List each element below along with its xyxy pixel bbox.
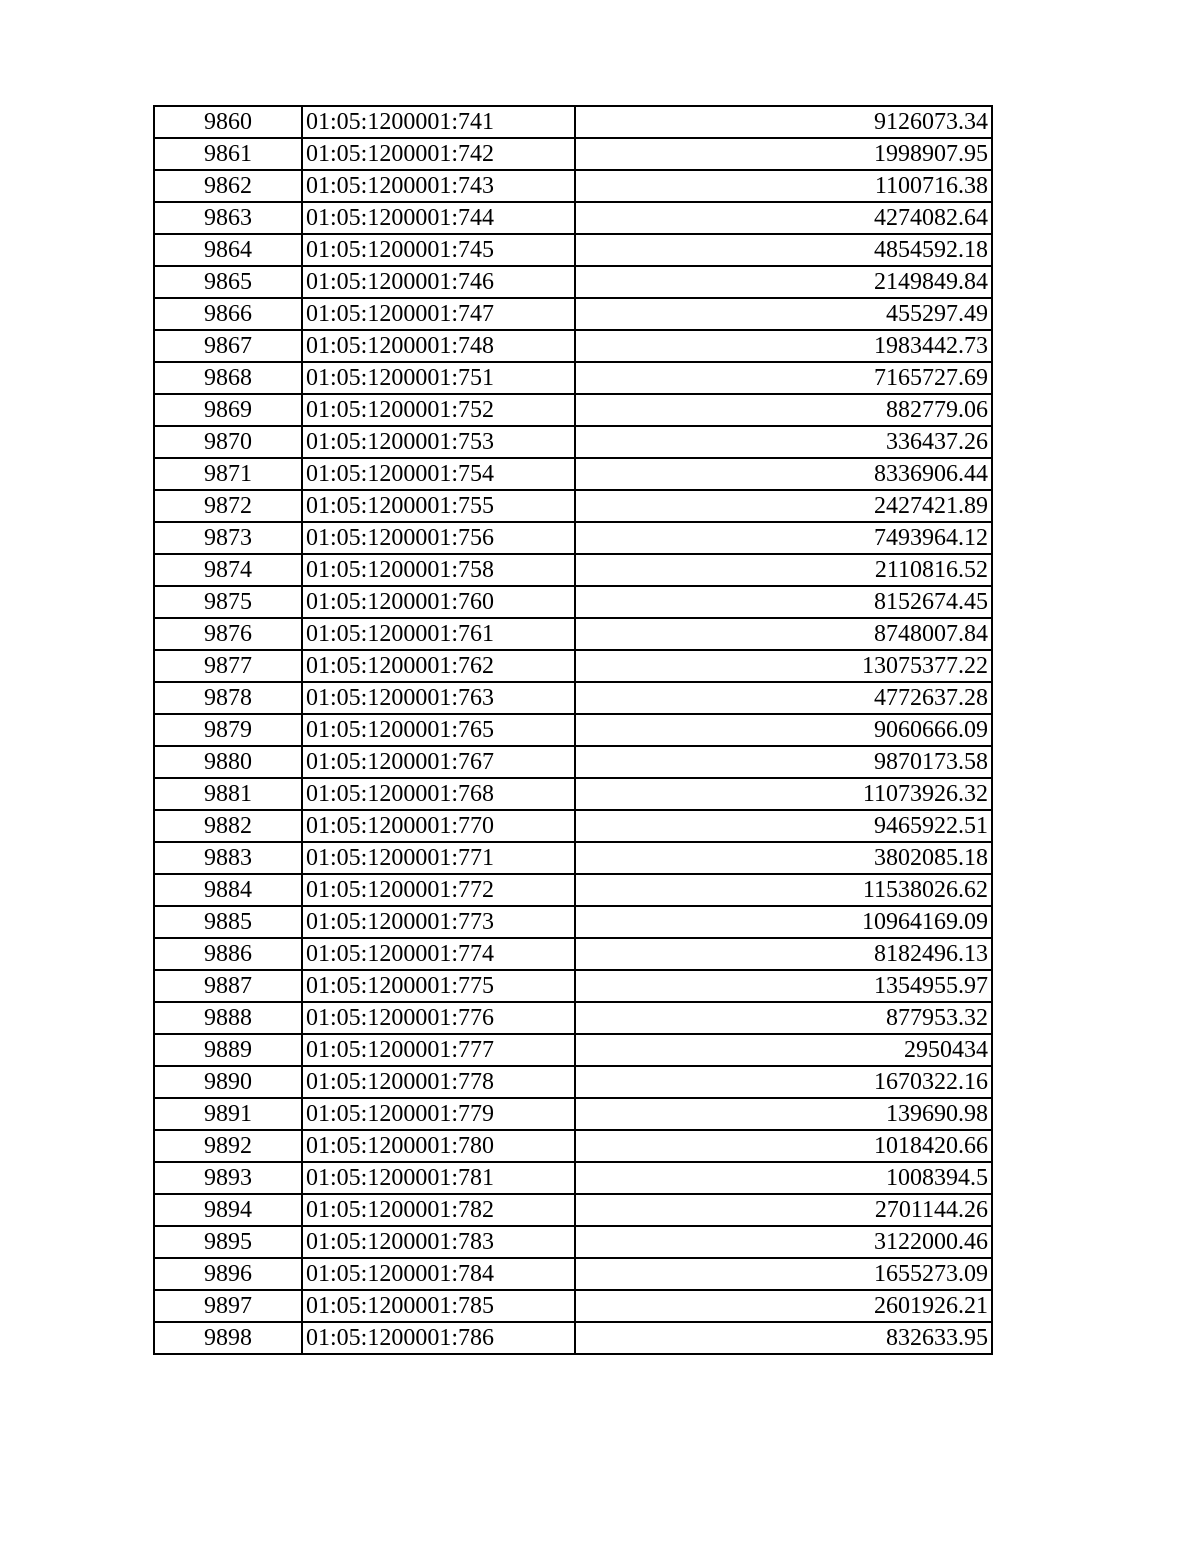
- row-number-cell: 9890: [154, 1066, 302, 1098]
- row-number-cell: 9881: [154, 778, 302, 810]
- row-number-cell: 9893: [154, 1162, 302, 1194]
- table-row: [154, 714, 992, 746]
- cadastral-code-cell: 01:05:1200001:773: [302, 906, 575, 938]
- amount-cell: 882779.06: [575, 394, 992, 426]
- row-number-cell: 9897: [154, 1290, 302, 1322]
- row-number-cell: 9894: [154, 1194, 302, 1226]
- table-row: [154, 618, 992, 650]
- amount-cell: 1670322.16: [575, 1066, 992, 1098]
- cadastral-code-cell: 01:05:1200001:768: [302, 778, 575, 810]
- amount-cell: 9465922.51: [575, 810, 992, 842]
- table-row: [154, 1130, 992, 1162]
- row-number-cell: 9876: [154, 618, 302, 650]
- row-number-cell: 9877: [154, 650, 302, 682]
- cadastral-code-cell: 01:05:1200001:744: [302, 202, 575, 234]
- amount-cell: 3802085.18: [575, 842, 992, 874]
- amount-cell: 8182496.13: [575, 938, 992, 970]
- cadastral-code-cell: 01:05:1200001:781: [302, 1162, 575, 1194]
- row-number-cell: 9883: [154, 842, 302, 874]
- amount-cell: 832633.95: [575, 1322, 992, 1354]
- cadastral-code-cell: 01:05:1200001:756: [302, 522, 575, 554]
- row-number-cell: 9872: [154, 490, 302, 522]
- amount-cell: 11538026.62: [575, 874, 992, 906]
- cadastral-code-cell: 01:05:1200001:743: [302, 170, 575, 202]
- cadastral-code-cell: 01:05:1200001:761: [302, 618, 575, 650]
- amount-cell: 8336906.44: [575, 458, 992, 490]
- row-number-cell: 9898: [154, 1322, 302, 1354]
- cadastral-code-cell: 01:05:1200001:752: [302, 394, 575, 426]
- data-table: [153, 105, 993, 1355]
- row-number-cell: 9866: [154, 298, 302, 330]
- row-number-cell: 9891: [154, 1098, 302, 1130]
- row-number-cell: 9868: [154, 362, 302, 394]
- row-number-cell: 9862: [154, 170, 302, 202]
- table-row: [154, 106, 992, 138]
- row-number-cell: 9867: [154, 330, 302, 362]
- row-number-cell: 9886: [154, 938, 302, 970]
- amount-cell: 8748007.84: [575, 618, 992, 650]
- table-row: [154, 394, 992, 426]
- row-number-cell: 9892: [154, 1130, 302, 1162]
- amount-cell: 9126073.34: [575, 106, 992, 138]
- table-row: [154, 1066, 992, 1098]
- cadastral-code-cell: 01:05:1200001:772: [302, 874, 575, 906]
- table-row: [154, 650, 992, 682]
- table-row: [154, 362, 992, 394]
- row-number-cell: 9860: [154, 106, 302, 138]
- row-number-cell: 9895: [154, 1226, 302, 1258]
- table-row: [154, 1258, 992, 1290]
- table-row: [154, 682, 992, 714]
- amount-cell: 3122000.46: [575, 1226, 992, 1258]
- amount-cell: 4854592.18: [575, 234, 992, 266]
- cadastral-code-cell: 01:05:1200001:758: [302, 554, 575, 586]
- cadastral-code-cell: 01:05:1200001:785: [302, 1290, 575, 1322]
- row-number-cell: 9884: [154, 874, 302, 906]
- cadastral-code-cell: 01:05:1200001:754: [302, 458, 575, 490]
- table-row: [154, 842, 992, 874]
- amount-cell: 13075377.22: [575, 650, 992, 682]
- amount-cell: 2110816.52: [575, 554, 992, 586]
- amount-cell: 1008394.5: [575, 1162, 992, 1194]
- table-row: [154, 1162, 992, 1194]
- cadastral-code-cell: 01:05:1200001:775: [302, 970, 575, 1002]
- row-number-cell: 9869: [154, 394, 302, 426]
- row-number-cell: 9889: [154, 1034, 302, 1066]
- table-row: [154, 522, 992, 554]
- table-row: [154, 298, 992, 330]
- row-number-cell: 9879: [154, 714, 302, 746]
- table-body: [154, 106, 992, 1354]
- cadastral-code-cell: 01:05:1200001:782: [302, 1194, 575, 1226]
- amount-cell: 1655273.09: [575, 1258, 992, 1290]
- cadastral-code-cell: 01:05:1200001:741: [302, 106, 575, 138]
- table-row: [154, 874, 992, 906]
- cadastral-code-cell: 01:05:1200001:746: [302, 266, 575, 298]
- table-row: [154, 906, 992, 938]
- table-row: [154, 1290, 992, 1322]
- row-number-cell: 9887: [154, 970, 302, 1002]
- cadastral-code-cell: 01:05:1200001:747: [302, 298, 575, 330]
- row-number-cell: 9873: [154, 522, 302, 554]
- amount-cell: 455297.49: [575, 298, 992, 330]
- table-row: [154, 938, 992, 970]
- table-row: [154, 1002, 992, 1034]
- amount-cell: 1998907.95: [575, 138, 992, 170]
- cadastral-code-cell: 01:05:1200001:778: [302, 1066, 575, 1098]
- cadastral-code-cell: 01:05:1200001:753: [302, 426, 575, 458]
- cadastral-code-cell: 01:05:1200001:762: [302, 650, 575, 682]
- amount-cell: 877953.32: [575, 1002, 992, 1034]
- cadastral-code-cell: 01:05:1200001:760: [302, 586, 575, 618]
- amount-cell: 1354955.97: [575, 970, 992, 1002]
- table-row: [154, 490, 992, 522]
- amount-cell: 11073926.32: [575, 778, 992, 810]
- table-row: [154, 554, 992, 586]
- amount-cell: 10964169.09: [575, 906, 992, 938]
- cadastral-code-cell: 01:05:1200001:779: [302, 1098, 575, 1130]
- amount-cell: 336437.26: [575, 426, 992, 458]
- table-row: [154, 1226, 992, 1258]
- table-row: [154, 810, 992, 842]
- table-row: [154, 426, 992, 458]
- row-number-cell: 9880: [154, 746, 302, 778]
- cadastral-code-cell: 01:05:1200001:748: [302, 330, 575, 362]
- table-row: [154, 746, 992, 778]
- amount-cell: 2149849.84: [575, 266, 992, 298]
- row-number-cell: 9888: [154, 1002, 302, 1034]
- amount-cell: 2601926.21: [575, 1290, 992, 1322]
- cadastral-code-cell: 01:05:1200001:765: [302, 714, 575, 746]
- amount-cell: 139690.98: [575, 1098, 992, 1130]
- cadastral-code-cell: 01:05:1200001:774: [302, 938, 575, 970]
- row-number-cell: 9875: [154, 586, 302, 618]
- cadastral-code-cell: 01:05:1200001:786: [302, 1322, 575, 1354]
- cadastral-code-cell: 01:05:1200001:751: [302, 362, 575, 394]
- amount-cell: 9060666.09: [575, 714, 992, 746]
- table-row: [154, 778, 992, 810]
- table-row: [154, 202, 992, 234]
- cadastral-code-cell: 01:05:1200001:742: [302, 138, 575, 170]
- table-row: [154, 458, 992, 490]
- row-number-cell: 9885: [154, 906, 302, 938]
- cadastral-code-cell: 01:05:1200001:777: [302, 1034, 575, 1066]
- table-row: [154, 970, 992, 1002]
- amount-cell: 1983442.73: [575, 330, 992, 362]
- row-number-cell: 9874: [154, 554, 302, 586]
- cadastral-code-cell: 01:05:1200001:784: [302, 1258, 575, 1290]
- amount-cell: 4274082.64: [575, 202, 992, 234]
- row-number-cell: 9896: [154, 1258, 302, 1290]
- row-number-cell: 9878: [154, 682, 302, 714]
- cadastral-code-cell: 01:05:1200001:763: [302, 682, 575, 714]
- amount-cell: 1100716.38: [575, 170, 992, 202]
- table-row: [154, 1322, 992, 1354]
- row-number-cell: 9871: [154, 458, 302, 490]
- cadastral-code-cell: 01:05:1200001:771: [302, 842, 575, 874]
- amount-cell: 2950434: [575, 1034, 992, 1066]
- table-row: [154, 1034, 992, 1066]
- table-row: [154, 266, 992, 298]
- amount-cell: 8152674.45: [575, 586, 992, 618]
- table-row: [154, 330, 992, 362]
- cadastral-code-cell: 01:05:1200001:770: [302, 810, 575, 842]
- amount-cell: 2701144.26: [575, 1194, 992, 1226]
- row-number-cell: 9870: [154, 426, 302, 458]
- amount-cell: 2427421.89: [575, 490, 992, 522]
- row-number-cell: 9865: [154, 266, 302, 298]
- row-number-cell: 9863: [154, 202, 302, 234]
- amount-cell: 9870173.58: [575, 746, 992, 778]
- amount-cell: 7165727.69: [575, 362, 992, 394]
- table-row: [154, 1098, 992, 1130]
- row-number-cell: 9864: [154, 234, 302, 266]
- row-number-cell: 9882: [154, 810, 302, 842]
- amount-cell: 4772637.28: [575, 682, 992, 714]
- table-row: [154, 138, 992, 170]
- cadastral-code-cell: 01:05:1200001:780: [302, 1130, 575, 1162]
- table-row: [154, 234, 992, 266]
- cadastral-code-cell: 01:05:1200001:767: [302, 746, 575, 778]
- table-row: [154, 170, 992, 202]
- row-number-cell: 9861: [154, 138, 302, 170]
- cadastral-code-cell: 01:05:1200001:755: [302, 490, 575, 522]
- amount-cell: 7493964.12: [575, 522, 992, 554]
- cadastral-code-cell: 01:05:1200001:776: [302, 1002, 575, 1034]
- table-row: [154, 1194, 992, 1226]
- table-row: [154, 586, 992, 618]
- cadastral-code-cell: 01:05:1200001:745: [302, 234, 575, 266]
- cadastral-code-cell: 01:05:1200001:783: [302, 1226, 575, 1258]
- amount-cell: 1018420.66: [575, 1130, 992, 1162]
